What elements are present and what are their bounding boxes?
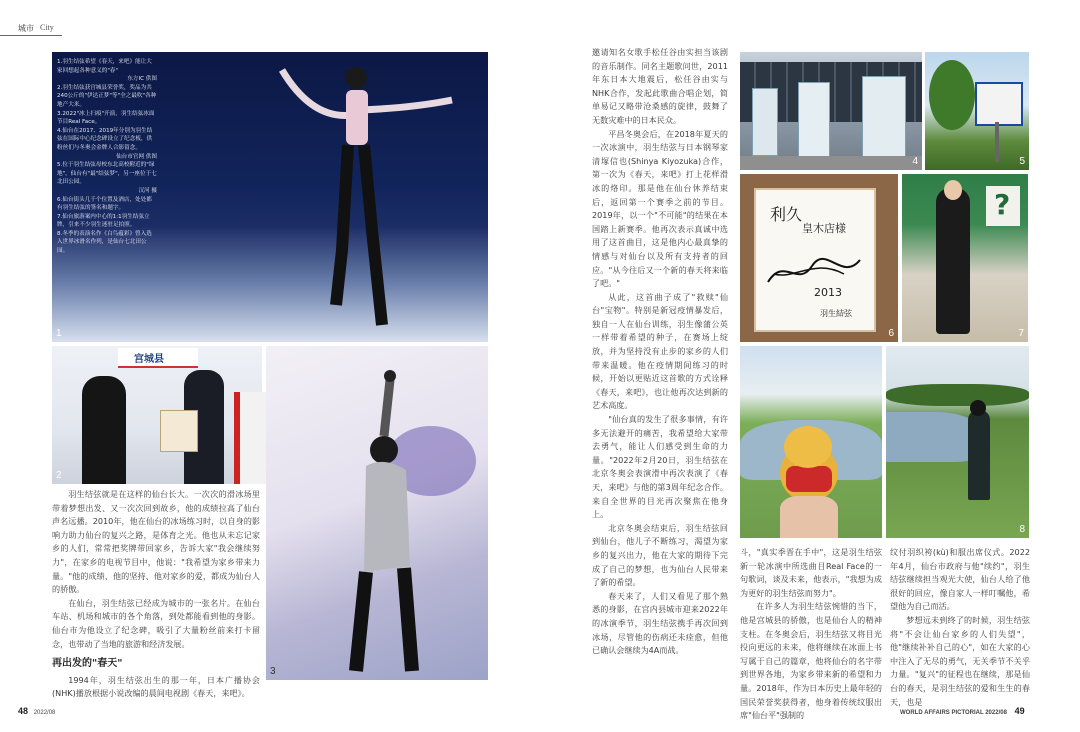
treeline	[886, 384, 1029, 406]
poster-c	[862, 76, 906, 160]
caption-1-credit: 东方IC 供图	[127, 76, 157, 83]
section-subheading: 再出发的"春天"	[52, 658, 123, 670]
photo-captions	[57, 58, 157, 256]
prefecture-badge-text: 宫城县	[134, 354, 164, 365]
award-plaque	[160, 410, 198, 452]
right-body-text	[740, 546, 883, 721]
photo-number-1: 1	[56, 328, 62, 339]
photo-award-ceremony	[52, 346, 262, 484]
middle-paragraph-5: 北京冬奥会结束后，羽生结弦回到仙台，他儿子不断练习，渴望为家乡的复兴出力，他在大家的期待下完成了自己的梦想，也为仙台人民带来了新的希望。	[592, 522, 728, 588]
photo-bear-park	[740, 346, 882, 538]
middle-paragraph-3: 从此，这首曲子成了"救赎"仙台"宝物"。特别是新冠疫情暴发后，独自一人在仙台训练，羽生像蒲公英一样带着希望的种子，在赛场上绽放，并为坚持没有止步的家乡的人们带来温暖。他在疫情期间练习的时候，开始以更贴近这首歌的方式诠释《春天，来吧》，也让他再次达到新的艺术高度。	[592, 291, 728, 411]
photo-skater-ice	[52, 52, 488, 342]
magazine-name: WORLD AFFAIRS PICTORIAL 2022/08	[900, 710, 1007, 716]
photo-skater-park	[886, 346, 1029, 538]
left-page-number: 48	[18, 706, 29, 716]
left-paragraph-1: 羽生结弦就是在这样的仙台长大。一次次的滑冰场里带着梦想出发、又一次次回到故乡，他的成绩拉高了仙台声名远播。2010年，他在仙台的冰场练习时，以自身的影响力助力仙台的复兴之路，是体育之光。他也从未忘记家乡的人们，常常把奖牌带回家乡，告诉大家"我会继续努力"，在家乡的电视节目中，他说："我希望为家乡带来力量。"他的成绩、他的坚持、他对家乡的爱，都成为仙台人的骄傲。	[52, 489, 260, 595]
standee-figure	[936, 188, 970, 334]
series-label: City	[40, 23, 54, 32]
photo-number-2: 2	[56, 470, 62, 481]
autograph-name: 羽生結弦	[820, 309, 852, 318]
bear-head	[784, 426, 832, 468]
standee-face	[944, 180, 962, 200]
bear-shirt	[786, 466, 832, 492]
left-footer	[18, 706, 55, 716]
caption-7: 7.仙台旅游案内中心的1:1羽生结弦立牌，引来不少羽生迷驻足拍照。	[57, 213, 150, 229]
middle-paragraph-2: 平昌冬奥会后，在2018年夏天的一次冰演中，羽生结弦与日本钢琴家清塚信也(Shinya Kiyozuka)合作，第一次为《春天，来吧》打上花样滑冰的烙印。那是他在仙台休养结束后，返回第一个赛季之前的节目。2019年，以一个"不可能"的结果在本国踏上新赛季。他再次表示真诚中选用了这首曲目，这是他内心最真挚的情感与对仙台以及所有支持者的回应。"从今往后又一个新的春天将来临了吧。"	[592, 128, 728, 289]
left-paragraph-2: 在仙台，羽生结弦已经成为城市的一张名片。在仙台车站、机场和城市的各个角落，到处都能看到他的身影。仙台市为他设立了纪念碑，吸引了大量粉丝前来打卡留念，也带动了当地的旅游和经济发展。	[52, 597, 260, 649]
right-paragraph-1: 斗，"真实季晋在手中"，这是羽生结弦新一轮冰演中所选曲目Real Face的一句歌词，谈及未来，他表示，"我想为成为更好的羽生结弦而努力"。	[740, 547, 882, 598]
left-paragraph-3: 1994年，羽生结弦出生的那一年，日本广播协会(NHK)播放根据小说改编的晨间电视剧《春天，来吧》。	[52, 674, 260, 699]
left-body-text	[52, 488, 260, 699]
autograph-year: 2013	[814, 286, 842, 299]
question-mark-icon: ?	[994, 188, 1011, 221]
poster-a	[752, 88, 778, 156]
caption-4: 4.仙台在2017、2019年分别为羽生结弦在国际中心纪念碑设立了纪念板，供粉丝们与冬奥会金牌人合影留念。	[57, 127, 153, 151]
section-label: 城市	[18, 24, 34, 33]
official-figure	[82, 376, 126, 484]
skater-figure	[272, 60, 472, 340]
far-right-body-text	[890, 546, 1030, 707]
caption-2: 2.羽生结弦获宫城县荣誉奖，奖品为共240公斤的"伊达正梦"等"全之最吹"各种地产大米。	[57, 84, 157, 108]
photo-skater-performance	[266, 346, 488, 680]
far-right-paragraph-1: 纹付羽织袴(kù)和服出席仪式。2022年4月，仙台市政府与他"续约"，羽生结弦继续担当观光大使，仙台人给了他很好的回应，像自家人一样叮嘱他，希望他为自己而活。	[890, 547, 1030, 612]
photo-number-8: 8	[1019, 524, 1025, 535]
caption-6: 6.仙台街头几千个位置及酒店，处处都有羽生结弦的签名和题字。	[57, 196, 152, 212]
tree	[929, 60, 975, 130]
middle-body-text	[592, 46, 728, 694]
photo-park-sign	[925, 52, 1029, 170]
right-paragraph-2: 在许多人为羽生结弦惋惜的当下，他是宫城县的骄傲，也是仙台人的精神支柱。在冬奥会后，羽生结弦又将目光投向更远的未来，他将继续在冰面上书写属于自己的篇章，他将仙台的名字带到世界各地，为家乡带来新的希望和力量。2018年，作为日本历史上最年轻的国民荣誉奖获得者，他身着传统纹服出席"仙台平"强制的	[740, 601, 883, 721]
photo-standee-kimono	[902, 174, 1028, 342]
poster-b	[798, 82, 830, 158]
plaza-ground	[740, 156, 922, 170]
photo-building-posters	[740, 52, 922, 170]
autograph-store-name: 利久	[770, 205, 803, 224]
sign-post	[995, 122, 999, 162]
photo-number-4: 4	[912, 156, 918, 167]
photo-number-7: 7	[1018, 328, 1024, 339]
autograph-store-suffix: 皇木店様	[802, 222, 846, 235]
caption-8: 8.冬季的表演名作《白鸟蕴彩》曾入选入世界冰滑名作列，是仙台七北田公园。	[57, 230, 152, 255]
hand	[780, 496, 838, 538]
caption-1: 1.羽生结弦希望《春天，来吧》能让大家回想起各种意义的"春"	[57, 59, 152, 74]
photo-number-6: 6	[888, 328, 894, 339]
photo-number-5: 5	[1019, 156, 1025, 167]
far-right-paragraph-2: 梦想远未到终了的时候，羽生结弦将"不会让仙台家乡的人们失望"，他"继续补补自己的心"，如在大家的心中注入了无尽的勇气，无关季节不关乎力量。"复兴"的征程也在继续，那是仙台的春天，是羽生结弦的爱和生生的春天，也是	[890, 614, 1030, 707]
photo-autograph-board	[740, 174, 898, 342]
middle-paragraph-1: 邀请知名女歌手松任谷由实担当该剧的音乐制作。同名主题歌问世，2011年东日本大地震后，松任谷由实与NHK合作，发起此歌曲合唱企划，简单易记又略带沧桑感的旋律，鼓舞了无数灾难中的日本民众。	[592, 47, 728, 125]
caption-3: 3.2022"冰上扫痕"开演，羽生结弦冰面节目Real Face。	[57, 110, 155, 126]
right-page-number: 49	[1014, 706, 1025, 716]
caption-5-credit: 汉河 摄	[138, 187, 157, 194]
skater-figure-2	[326, 366, 446, 676]
caption-4-credit: 仙台市官网 供图	[116, 153, 157, 160]
woman-in-red-sash	[234, 392, 266, 484]
left-issue: 2022/08	[33, 710, 56, 716]
photo-number-3: 3	[270, 666, 276, 677]
header-rule	[0, 35, 62, 36]
walking-figure-head	[970, 400, 986, 416]
walking-figure	[968, 410, 990, 500]
caption-5: 5.位于羽生结弦母校东北高校附近的"绿地"，仙台有"最"结弦梦"，另一座位于七北田公园。	[57, 162, 157, 186]
middle-paragraph-4: "仙台真的发生了很多事情，有许多无法避开的痛苦，我希望给大家带去勇气，能让人们感受到生命的力量。"2022年2月20日，羽生结弦在北京冬奥会表演滑中再次表演了《春天，来吧》与他的第3周年纪念合作。来自全世界的目光再次聚焦在他身上。	[592, 414, 728, 520]
sign-board	[975, 82, 1023, 126]
page-header	[0, 18, 70, 38]
right-footer	[900, 706, 1025, 716]
middle-paragraph-6: 春天来了，人们又看见了那个熟悉的身影，在宫内县城市迎来2022年的冰演季节，羽生结弦携手再次回到冰场，尽管他的伤病还未痊愈，但他已确认会继续为4A而战。	[592, 590, 728, 656]
